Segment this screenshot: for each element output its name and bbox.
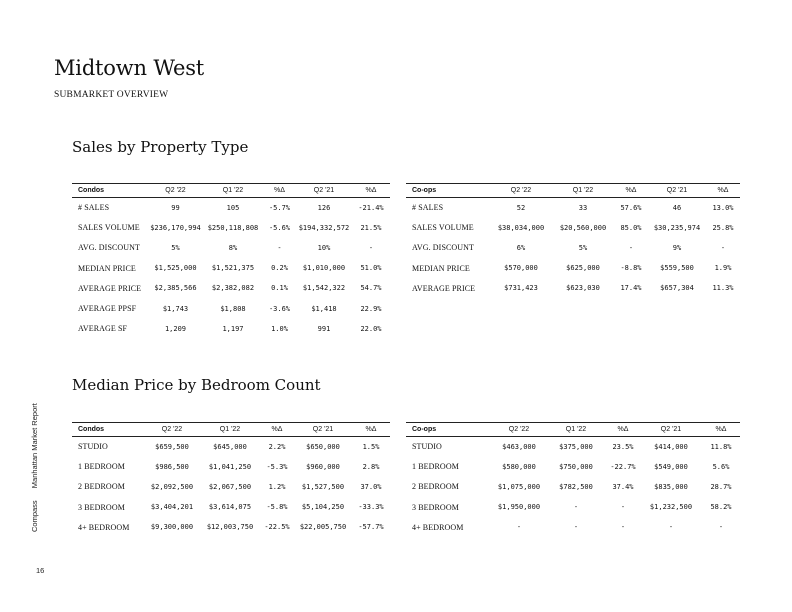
- table-cell: $986,500: [155, 462, 189, 471]
- table-cell: 22.9%: [360, 304, 382, 313]
- table-row: [406, 218, 740, 238]
- table-cell: -21.4%: [358, 203, 384, 212]
- column-header: Q2 '22: [144, 423, 200, 437]
- table-cell: $1,527,500: [301, 482, 345, 491]
- table-cell: $731,423: [504, 284, 538, 293]
- table-cell: -: [573, 503, 579, 512]
- table-cell: $30,235,974: [653, 223, 701, 232]
- table-row: [72, 238, 390, 258]
- row-label: 3 BEDROOM: [78, 502, 125, 512]
- column-header: %Δ: [352, 423, 390, 437]
- table-cell: $463,000: [502, 442, 536, 451]
- table-cell: $250,118,808: [207, 223, 259, 232]
- row-label: AVERAGE SF: [78, 324, 128, 334]
- table-cell: $1,542,322: [302, 284, 346, 293]
- table-cell: $750,000: [559, 462, 593, 471]
- table-cell: $3,614,075: [208, 503, 252, 512]
- table-row: [72, 477, 390, 497]
- table-row: [406, 278, 740, 298]
- table-cell: $2,092,500: [150, 482, 194, 491]
- table-category-header: Co-ops: [406, 423, 492, 437]
- table-cell: 37.0%: [360, 482, 382, 491]
- table-cell: $22,005,750: [299, 523, 347, 532]
- table-cell: $1,041,250: [208, 462, 252, 471]
- column-header: Q2 '22: [492, 423, 546, 437]
- table-cell: -: [573, 523, 579, 532]
- row-label: 1 BEDROOM: [412, 462, 459, 472]
- table-cell: 2.8%: [362, 462, 380, 471]
- column-header: %Δ: [614, 184, 648, 198]
- table-cell: 51.0%: [360, 264, 382, 273]
- table-cell: 6%: [516, 243, 526, 252]
- table-cell: 5%: [171, 243, 180, 252]
- table-cell: 46: [672, 203, 682, 212]
- table-row: [72, 298, 390, 318]
- table-row: [72, 198, 390, 218]
- table-cell: $549,000: [654, 462, 688, 471]
- table-row: [406, 497, 740, 517]
- table-cell: -: [277, 243, 282, 252]
- table-cell: -5.7%: [268, 203, 291, 212]
- section-title-median-price-by-bedroom: Median Price by Bedroom Count: [72, 376, 321, 394]
- column-header: %Δ: [260, 423, 294, 437]
- table-cell: -5.3%: [266, 462, 288, 471]
- table-header-row: [406, 184, 740, 198]
- row-label: 4+ BEDROOM: [78, 522, 130, 532]
- table-row: [72, 437, 390, 457]
- table-cell: $20,560,000: [559, 223, 607, 232]
- table-row: [72, 258, 390, 278]
- column-header: Q2 '22: [490, 184, 552, 198]
- table-category-header: Condos: [72, 423, 144, 437]
- table-row: [406, 517, 740, 537]
- table-cell: -22.7%: [610, 462, 636, 471]
- table-cell: -8.8%: [620, 264, 642, 273]
- table-header-row: [406, 423, 740, 437]
- page-title: Midtown West: [54, 56, 205, 80]
- table-cell: 33: [578, 203, 588, 212]
- table-cell: $38,034,000: [497, 223, 545, 232]
- table-cell: 9%: [672, 243, 682, 252]
- table-cell: 22.0%: [360, 324, 382, 333]
- table-cell: -57.7%: [358, 523, 384, 532]
- table-cell: 5%: [578, 243, 588, 252]
- table-row: [72, 517, 390, 537]
- table-cell: 11.8%: [710, 442, 732, 451]
- column-header: Q2 '21: [648, 184, 706, 198]
- row-label: 2 BEDROOM: [412, 482, 459, 492]
- table-cell: $1,743: [162, 304, 189, 313]
- column-header: Q1 '22: [546, 423, 606, 437]
- brand-name: Compass: [30, 500, 39, 532]
- row-label: STUDIO: [412, 442, 442, 452]
- table-cell: 58.2%: [710, 503, 732, 512]
- table-cell: 85.0%: [620, 223, 642, 232]
- table-cell: $623,030: [566, 284, 600, 293]
- table-cell: $1,232,500: [649, 503, 693, 512]
- row-label: AVG. DISCOUNT: [78, 243, 141, 253]
- table-cell: -: [516, 523, 522, 532]
- sales-coops-table: [406, 183, 740, 298]
- table-cell: -: [718, 523, 724, 532]
- table-cell: 37.4%: [612, 482, 634, 491]
- table-cell: 1.5%: [362, 442, 380, 451]
- table-cell: -3.6%: [268, 304, 291, 313]
- row-label: # SALES: [412, 203, 444, 213]
- table-cell: 0.2%: [271, 264, 288, 273]
- table-cell: -: [620, 523, 626, 532]
- side-report-label: [30, 393, 39, 532]
- table-cell: 11.3%: [712, 284, 734, 293]
- column-header: Q2 '21: [294, 423, 352, 437]
- table-category-header: Co-ops: [406, 184, 490, 198]
- row-label: STUDIO: [78, 442, 108, 452]
- table-cell: 17.4%: [620, 284, 642, 293]
- column-header: %Δ: [606, 423, 640, 437]
- table-row: [406, 477, 740, 497]
- column-header: %Δ: [706, 184, 740, 198]
- table-row: [406, 238, 740, 258]
- table-cell: $1,521,375: [211, 264, 255, 273]
- column-header: %Δ: [263, 184, 296, 198]
- table-cell: $2,067,500: [208, 482, 252, 491]
- table-cell: $5,104,250: [301, 503, 345, 512]
- table-cell: 1.2%: [268, 482, 286, 491]
- table-cell: 23.5%: [612, 442, 634, 451]
- bedroom-coops-table: [406, 422, 740, 537]
- table-row: [406, 198, 740, 218]
- column-header: %Δ: [352, 184, 390, 198]
- table-cell: -5.8%: [266, 503, 288, 512]
- table-cell: $375,000: [559, 442, 593, 451]
- report-name: Manhattan Market Report: [30, 403, 39, 489]
- column-header: Q1 '22: [200, 423, 260, 437]
- table-cell: -5.6%: [268, 223, 291, 232]
- column-header: Q2 '21: [296, 184, 352, 198]
- row-label: 4+ BEDROOM: [412, 522, 464, 532]
- table-cell: 126: [317, 203, 331, 212]
- table-cell: 28.7%: [710, 482, 732, 491]
- section-title-sales-by-property-type: Sales by Property Type: [72, 138, 249, 156]
- table-cell: $9,300,000: [150, 523, 194, 532]
- table-cell: $2,385,566: [154, 284, 197, 293]
- table-cell: $1,418: [311, 304, 337, 313]
- table-header-row: [72, 423, 390, 437]
- table-row: [72, 497, 390, 517]
- table-cell: $236,170,994: [150, 223, 201, 232]
- table-cell: -: [368, 243, 374, 252]
- row-label: 1 BEDROOM: [78, 462, 125, 472]
- table-cell: $782,500: [559, 482, 593, 491]
- table-cell: $650,000: [306, 442, 340, 451]
- table-cell: -22.5%: [264, 523, 290, 532]
- sales-condos-table: [72, 183, 390, 339]
- table-cell: $960,000: [306, 462, 340, 471]
- table-cell: $835,000: [654, 482, 688, 491]
- table-row: [72, 278, 390, 298]
- table-cell: 105: [226, 203, 240, 212]
- row-label: MEDIAN PRICE: [412, 263, 470, 273]
- table-cell: 991: [317, 324, 331, 333]
- page-number: 16: [36, 566, 45, 575]
- table-cell: 1.0%: [271, 324, 288, 333]
- column-header: Q1 '22: [203, 184, 263, 198]
- column-header: Q1 '22: [552, 184, 614, 198]
- table-cell: 57.6%: [620, 203, 642, 212]
- table-cell: 1,197: [222, 324, 244, 333]
- table-cell: $570,000: [504, 264, 538, 273]
- table-cell: 54.7%: [360, 284, 382, 293]
- table-header-row: [72, 184, 390, 198]
- table-cell: $559,500: [660, 264, 694, 273]
- table-cell: $414,000: [654, 442, 688, 451]
- row-label: 2 BEDROOM: [78, 482, 125, 492]
- table-cell: -: [620, 503, 626, 512]
- table-cell: $2,382,082: [211, 284, 255, 293]
- table-cell: -: [668, 523, 674, 532]
- page-subtitle: SUBMARKET OVERVIEW: [54, 90, 169, 100]
- table-cell: 2.2%: [268, 442, 286, 451]
- column-header: Q2 '22: [148, 184, 203, 198]
- table-cell: 52: [516, 203, 526, 212]
- row-label: AVERAGE PRICE: [412, 283, 476, 293]
- table-cell: 0.1%: [271, 284, 288, 293]
- row-label: AVERAGE PPSF: [78, 304, 137, 314]
- table-cell: $1,525,000: [154, 264, 197, 273]
- table-row: [72, 457, 390, 477]
- table-cell: $625,000: [566, 264, 600, 273]
- column-header: %Δ: [702, 423, 740, 437]
- table-row: [406, 457, 740, 477]
- row-label: MEDIAN PRICE: [78, 263, 136, 273]
- table-cell: 5.6%: [712, 462, 730, 471]
- table-cell: $645,000: [213, 442, 247, 451]
- table-cell: $659,500: [155, 442, 189, 451]
- table-cell: $1,075,000: [497, 482, 541, 491]
- table-cell: 99: [171, 203, 180, 212]
- table-row: [72, 218, 390, 238]
- table-cell: 21.5%: [360, 223, 382, 232]
- row-label: SALES VOLUME: [78, 223, 140, 233]
- column-header: Q2 '21: [640, 423, 702, 437]
- table-cell: $1,010,000: [302, 264, 346, 273]
- table-cell: 13.0%: [712, 203, 734, 212]
- table-cell: $1,950,000: [497, 503, 541, 512]
- bedroom-condos-table: [72, 422, 390, 537]
- table-cell: $580,000: [502, 462, 536, 471]
- table-row: [72, 319, 390, 339]
- row-label: # SALES: [78, 203, 110, 213]
- table-cell: -33.3%: [358, 503, 384, 512]
- table-cell: $657,304: [660, 284, 694, 293]
- table-row: [406, 258, 740, 278]
- row-label: SALES VOLUME: [412, 223, 474, 233]
- table-row: [406, 437, 740, 457]
- table-cell: $1,808: [220, 304, 246, 313]
- table-cell: 1.9%: [714, 264, 732, 273]
- table-cell: -: [628, 243, 634, 252]
- table-cell: 25.8%: [712, 223, 734, 232]
- table-cell: 1,209: [164, 324, 187, 333]
- table-cell: $3,404,201: [150, 503, 194, 512]
- row-label: 3 BEDROOM: [412, 502, 459, 512]
- table-cell: 10%: [317, 243, 331, 252]
- table-cell: $12,003,750: [206, 523, 254, 532]
- table-cell: -: [720, 243, 726, 252]
- row-label: AVERAGE PRICE: [78, 283, 142, 293]
- row-label: AVG. DISCOUNT: [412, 243, 475, 253]
- table-category-header: Condos: [72, 184, 148, 198]
- table-cell: $194,332,572: [298, 223, 350, 232]
- table-cell: 8%: [228, 243, 238, 252]
